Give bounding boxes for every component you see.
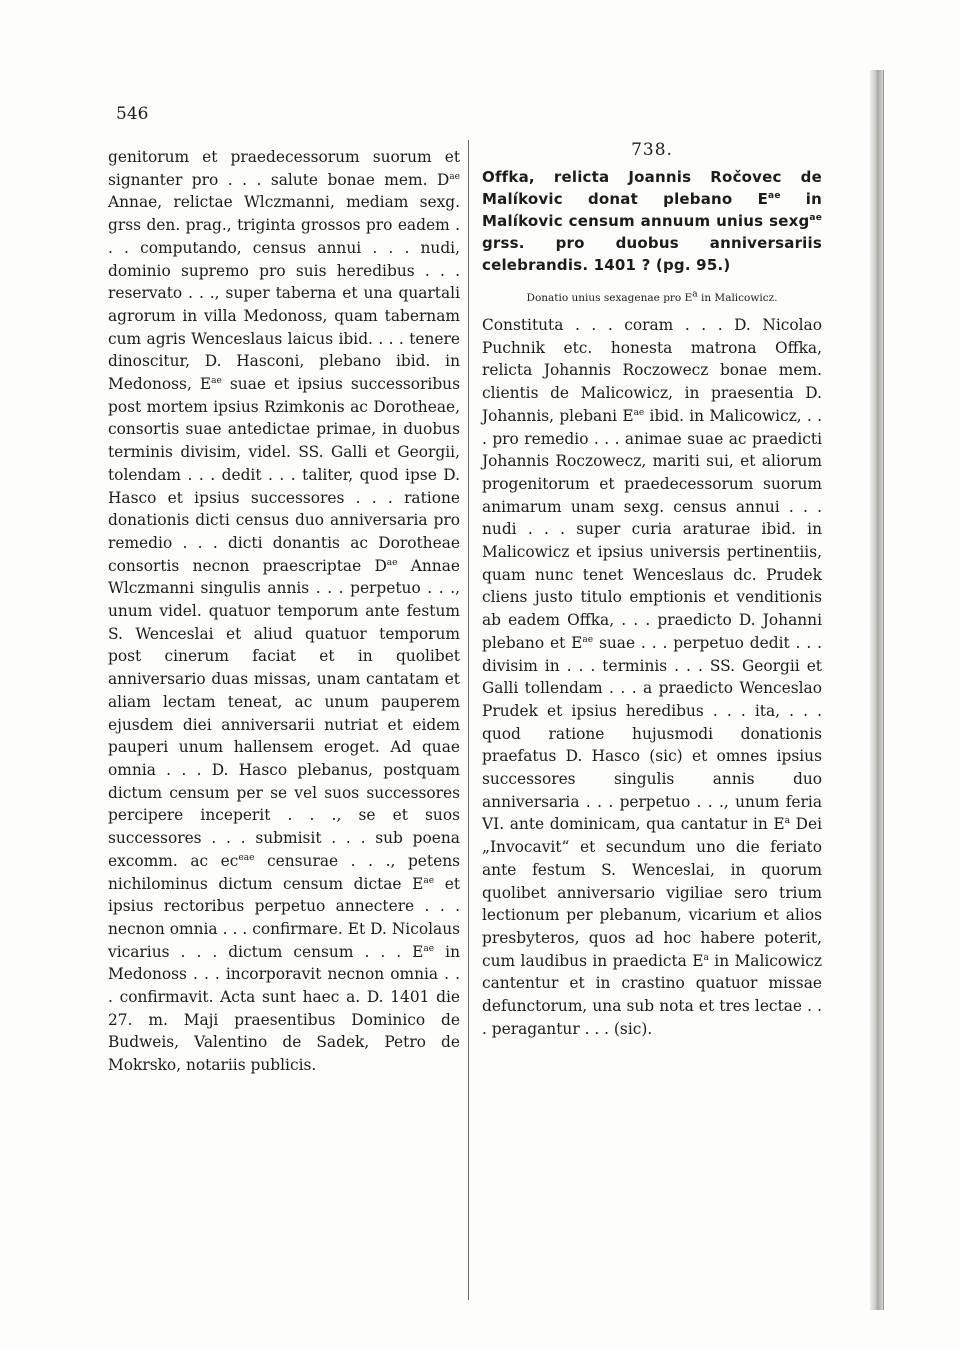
right-column (482, 140, 822, 1041)
entry-number: 738. (631, 140, 673, 160)
book-binding-shadow (870, 70, 884, 1310)
entry-body: Constituta . . . coram . . . D. Nicolao Puchnik etc. honesta matrona Offka, relicta Johannis Roczowecz bonae mem. clientis de Malicowicz, in praesentia D. Johannis, plebani $E^{ae}$ ibid. in Malicowicz, . . . pro remedio . . . animae suae ac praedicti Johannis Roczowecz, mariti sui, et aliorum progenitorum et praedecessorum suorum animarum unam sexg. census annui . . . nudi . . . super curia araturae ibid. in Malicowicz et ipsius universis pertinentiis, quam nunc tenet Wenceslaus dc. Prudek cliens justo titulo emptionis et venditionis ab eadem Offka, . . . praedicto D. Johanni plebano et $E^{ae}$ suae . . . perpetuo dedit . . . divisim in . . . terminis . . . SS. Georgii et Galli tollendam . . . a praedicto Wenceslao Prudek et ipsius heredibus . . . ita, . . . quod ratione hujusmodi donationis praefatus D. Hasco (sic) et omnes ipsius successores singulis annis duo anniversaria . . . perpetuo . . ., unum feria VI. ante dominicam, qua cantatur in $E^a$ Dei „Invocavit“ et secundum uno die feriato ante festum S. Wenceslai, in quorum quolibet anniversario vigiliae sero trium lectionum per plebanum, vicarium et alios presbyteros, quos ad hoc habere poterit, cum laudibus in praedicta $E^a$ in Malicowicz cantentur et in crastino quatuor missae defunctorum, una sub nota et tres lectae . . . peragantur . . . (sic). (482, 316, 822, 1038)
entry-heading: Offka, relicta Joannis Ročovec de Malíkovic donat plebano $E^{ae}$ in Malíkovic censum annuum unius sexg$^{ae}$ grss. pro duobus anniversariis celebrandis. 1401 ? (pg. 95.) (482, 168, 822, 274)
page-number: 546 (116, 104, 149, 124)
column-divider (468, 140, 469, 1300)
page-edge-line (883, 70, 884, 1310)
left-column-text: genitorum et praedecessorum suorum et signanter pro . . . salute bonae mem. $D^{ae}$ Annae, relictae Wlczmanni, mediam sexg. grss den. prag., triginta grossos pro eadem . . . computando, census annui . . . nudi, dominio supremo pro suis heredibus . . . reservato . . ., super taberna et una quartali agrorum in villa Medonoss, quam tabernam cum agris Wenceslaus laicus ibid. . . . tenere dinoscitur, D. Hasconi, plebano ibid. in Medonoss, $E^{ae}$ suae et ipsius successoribus post mortem ipsius Rzimkonis ac Dorotheae, consortis suae antedictae primae, in duobus terminis divisim, videl. SS. Galli et Georgii, tolendam . . . dedit . . . taliter, quod ipse D. Hasco et ipsius successores . . . ratione donationis dicti census duo anniversaria pro remedio . . . dicti donantis ac Dorotheae consortis necnon praescriptae $D^{ae}$ Annae Wlczmanni singulis annis . . . perpetuo . . ., unum videl. quatuor temporum ante festum S. Wenceslai et aliud quatuor temporum post cinerum faciat et in quolibet anniversario duas missas, unam cantatam et aliam lectam teneat, ac unum pauperem ejusdem diei anniversarii nutriat et eidem pauperi unum hallensem eroget. Ad quae omnia . . . D. Hasco plebanus, postquam dictum censum per se vel suos successores percipere inceperit . . ., se et suos successores . . . submisit . . . sub poena excomm. ac $ec^{eae}$ censurae . . ., petens nichilominus dictum censum dictae $E^{ae}$ et ipsius rectoribus perpetuo annectere . . . necnon omnia . . . confirmare. Et D. Nicolaus vicarius . . . dictum censum . . . $E^{ae}$ in Medonoss . . . incorporavit necnon omnia . . . confirmavit. Acta sunt haec a. D. 1401 die 27. m. Maji praesentibus Dominico de Budweis, Valentino de Sadek, Petro de Mokrsko, notariis publicis. (108, 148, 461, 1075)
left-column (108, 146, 460, 1077)
entry-summary: Donatio unius sexagenae pro $E^a$ in Malicowicz. (526, 289, 778, 304)
